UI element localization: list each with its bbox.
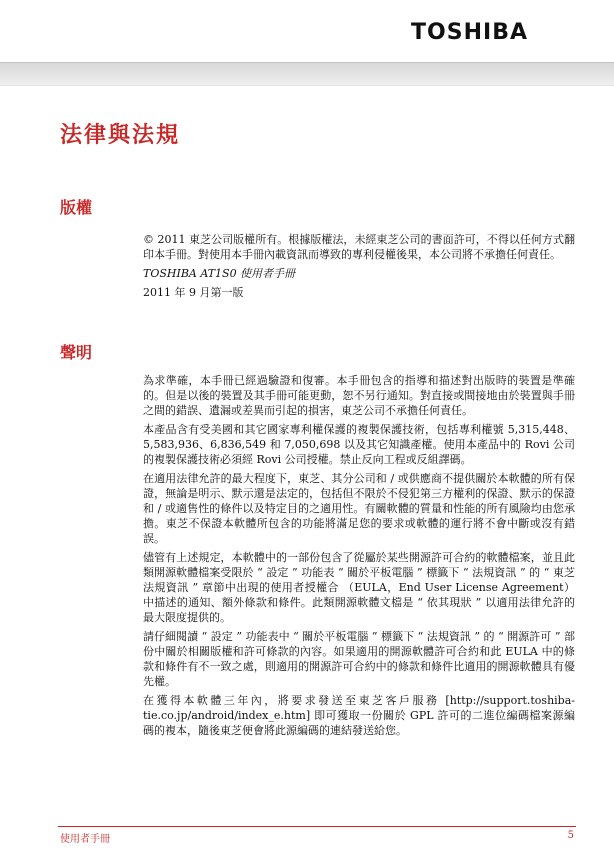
disclaimer-paragraph: 儘管有上述規定，本軟體中的一部份包含了從屬於某些開源許可合約的軟體檔案，並且此類開源軟體檔案受限於 “ 設定 ” 功能表 “ 關於平板電腦 ” 標籤下 “ 法規資訊 ” 的 “ 東芝法規資訊 ” 章節中出現的使用者授權合 （EULA，End User License Agreement）中描述的通知、額外條款和條件。此類開源軟體文檔是 “ 依其現狀 ” 以適用法律允許的最大限度提供的。 xyxy=(143,551,575,624)
page-title: 法律與法規 xyxy=(60,123,181,148)
page-number: 5 xyxy=(567,830,574,841)
disclaimer-paragraph: 本產品含有受美國和其它國家專利權保護的複製保護技術，包括專利權號 5,315,448、5,583,936、6,836,549 和 7,050,698 以及其它知識產權。使用本產品中的 Rovi 公司的複製保護技術必須經 Rovi 公司授權。禁止反向工程或反組譯碼。 xyxy=(143,423,575,466)
disclaimer-paragraph: 在適用法律允許的最大程度下，東芝、其分公司和 / 或供應商不提供關於本軟體的所有保證，無論是明示、默示還是法定的，包括但不限於不侵犯第三方權利的保證、默示的保證和 / 或適售性的條件以及特定目的之適用性。有關軟體的質量和性能的所有風險均由您承擔。東芝不保證本軟體所包含的功能將滿足您的要求或軟體的運行將不會中斷或沒有錯誤。 xyxy=(143,472,575,545)
header-bar xyxy=(0,62,614,86)
disclaimer-heading: 聲明 xyxy=(60,343,93,362)
edition-date: 2011 年 9 月第一版 xyxy=(143,286,244,299)
toshiba-logo: TOSHIBA xyxy=(411,20,528,45)
disclaimer-paragraph: 請仔細閱讀 “ 設定 ” 功能表中 “ 關於平板電腦 ” 標籤下 “ 法規資訊 ” 的 “ 開源許可 ” 部份中關於相關版權和許可條款的內容。如果適用的開源軟體許可合約和此 EULA 中的條款和條件有不一致之處，則適用的開源許可合約中的條款和條件比適用的開源軟體具有優先權。 xyxy=(143,630,575,688)
footer-divider xyxy=(58,826,576,827)
footer-manual-title: 使用者手冊 xyxy=(60,834,110,845)
manual-name: TOSHIBA AT1S0 使用者手冊 xyxy=(143,267,296,280)
copyright-heading: 版權 xyxy=(60,198,93,217)
disclaimer-paragraph: 為求準確，本手冊已經過驗證和復審。本手冊包含的指導和描述對出版時的裝置是準確的。但是以後的裝置及其手冊可能更動，恕不另行通知。對直接或間接地由於裝置與手冊之間的錯誤、遺漏或差異而引起的損害，東芝公司不承擔任何責任。 xyxy=(143,374,575,417)
disclaimer-body xyxy=(143,373,575,742)
disclaimer-paragraph: 在獲得本軟體三年內，將要求發送至東芝客戶服務 [http://support.toshiba-tie.co.jp/android/index_e.htm] 即可獲取一份關於 GPL 許可的二進位編碼檔案源編碼的複本，隨後東芝便會將此源編碼的連結發送給您。 xyxy=(143,694,575,737)
copyright-body xyxy=(143,232,575,304)
copyright-notice: © 2011 東芝公司版權所有。根據版權法，未經東芝公司的書面許可，不得以任何方式翻印本手冊。對使用本手冊內載資訊而導致的專利侵權後果，本公司將不承擔任何責任。 xyxy=(143,233,575,261)
